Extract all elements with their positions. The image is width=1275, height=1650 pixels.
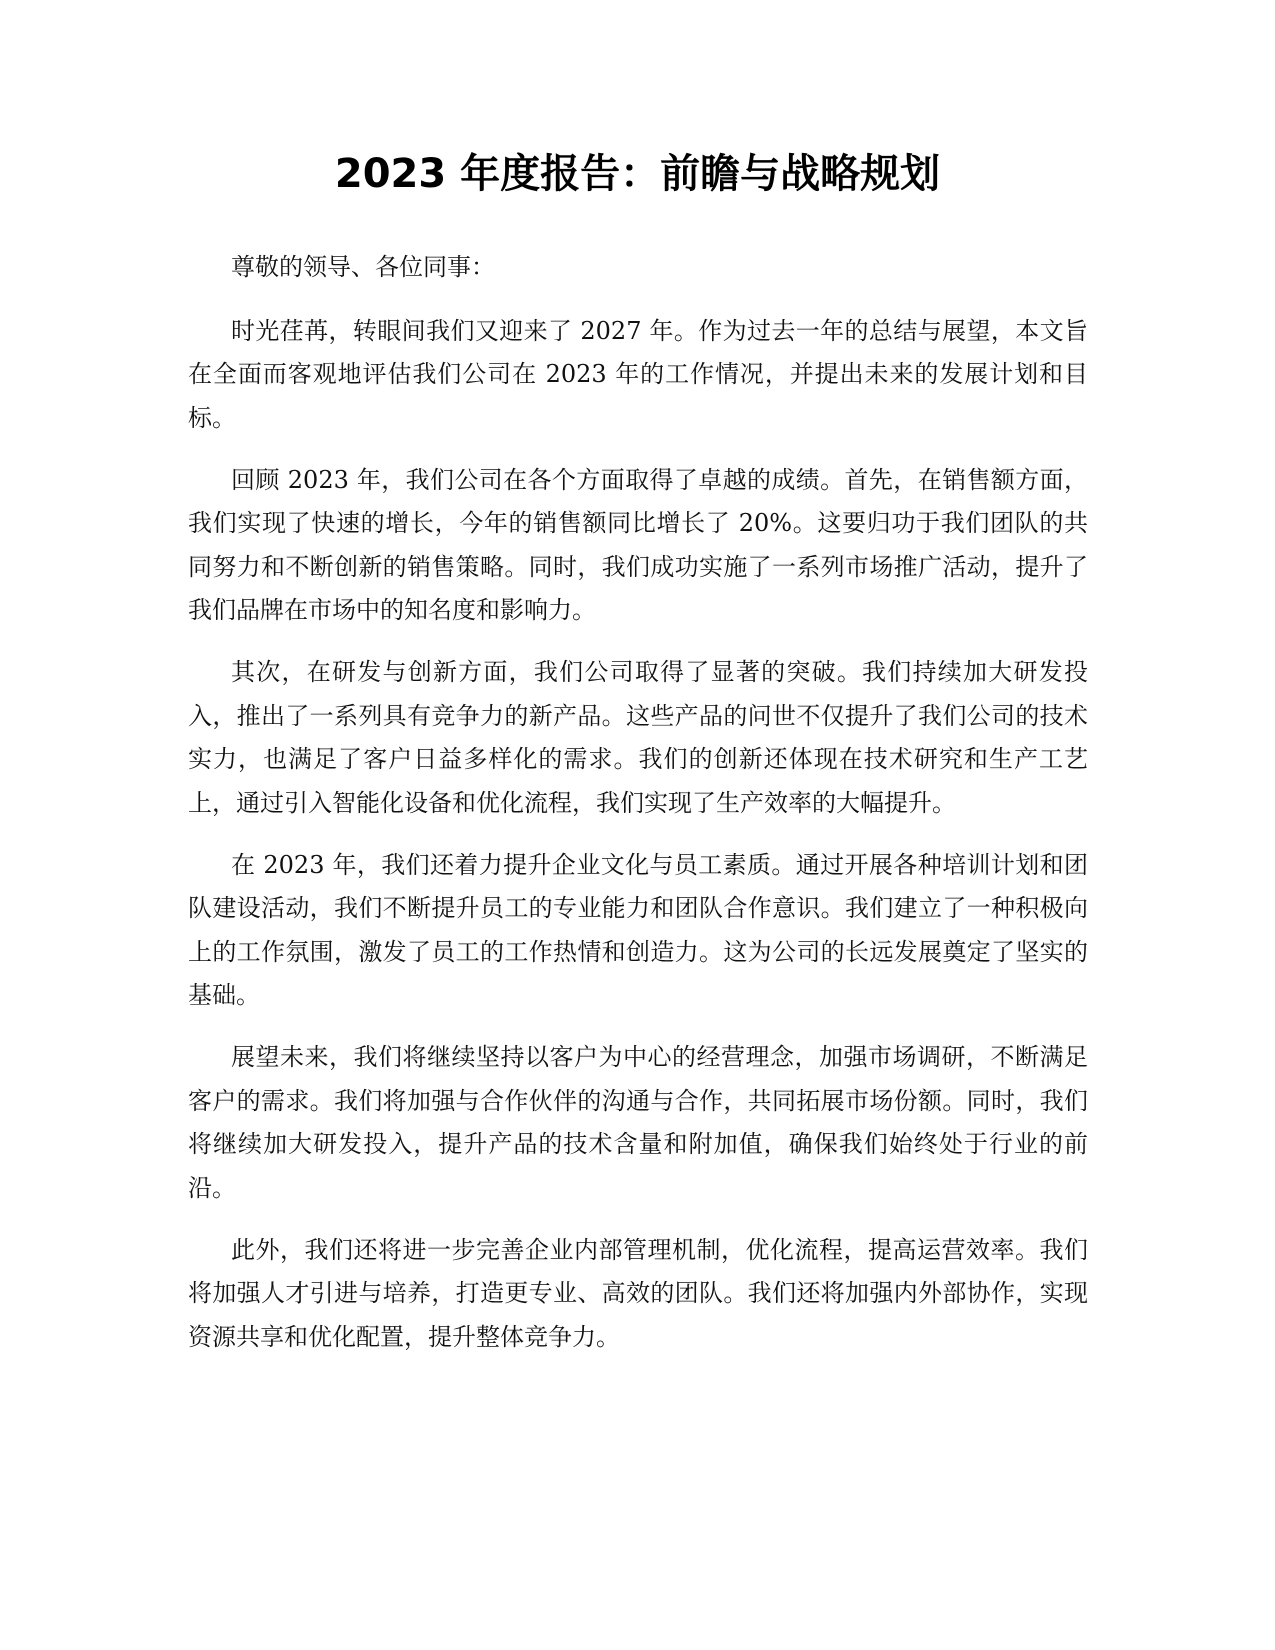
greeting-paragraph: 尊敬的领导、各位同事： [231,253,495,281]
management-paragraph: 此外，我们还将进一步完善企业内部管理机制，优化流程，提高运营效率。我们将加强人才引进与培养，打造更专业、高效的团队。我们还将加强内外部协作，实现资源共享和优化配置，提升整体竞争力。 [188,1235,1088,1351]
culture-paragraph: 在 2023 年，我们还着力提升企业文化与员工素质。通过开展各种培训计划和团队建设活动，我们不断提升员工的专业能力和团队合作意识。我们建立了一种积极向上的工作氛围，激发了员工的工作热情和创造力。这为公司的长远发展奠定了坚实的基础。 [188,850,1088,1009]
sales-review-paragraph: 回顾 2023 年，我们公司在各个方面取得了卓越的成绩。首先，在销售额方面，我们实现了快速的增长，今年的销售额同比增长了 20%。这要归功于我们团队的共同努力和不断创新的销售策略。同时，我们成功实施了一系列市场推广活动，提升了我们品牌在市场中的知名度和影响力。 [188,465,1088,624]
rnd-innovation-paragraph: 其次，在研发与创新方面，我们公司取得了显著的突破。我们持续加大研发投入，推出了一系列具有竞争力的新产品。这些产品的问世不仅提升了我们公司的技术实力，也满足了客户日益多样化的需求。我们的创新还体现在技术研究和生产工艺上，通过引入智能化设备和优化流程，我们实现了生产效率的大幅提升。 [188,658,1088,817]
document-body [188,246,1088,1378]
document-title: 2023 年度报告：前瞻与战略规划 [334,151,941,197]
outlook-paragraph: 展望未来，我们将继续坚持以客户为中心的经营理念，加强市场调研，不断满足客户的需求。我们将加强与合作伙伴的沟通与合作，共同拓展市场份额。同时，我们将继续加大研发投入，提升产品的技术含量和附加值，确保我们始终处于行业的前沿。 [188,1043,1088,1202]
intro-paragraph: 时光荏苒，转眼间我们又迎来了 2027 年。作为过去一年的总结与展望，本文旨在全面而客观地评估我们公司在 2023 年的工作情况，并提出未来的发展计划和目标。 [188,316,1088,432]
